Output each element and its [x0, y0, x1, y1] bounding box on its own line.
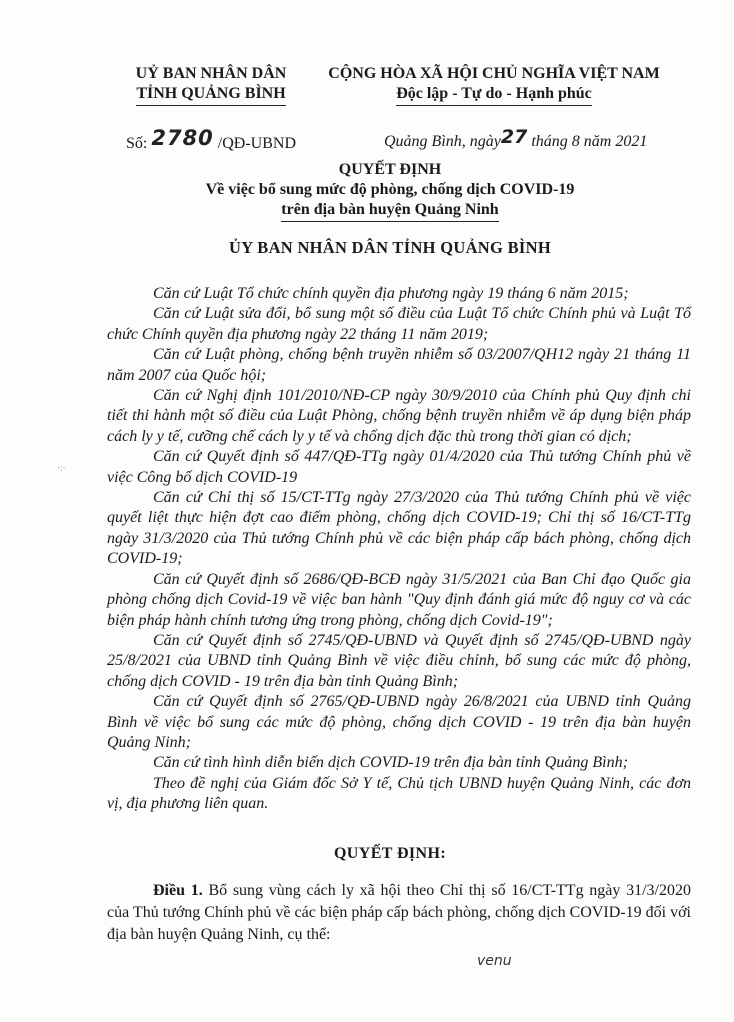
basis-paragraph: Căn cứ Luật sửa đổi, bổ sung một số điều của Luật Tổ chức Chính phủ và Luật Tổ chức Chính quyền địa phương ngày 22 tháng 11 năm 2019;	[107, 305, 691, 343]
doc-date-suffix: tháng 8 năm 2021	[531, 133, 648, 150]
doc-number-handwritten: 2780	[151, 126, 214, 150]
authority-heading: ỦY BAN NHÂN DÂN TỈNH QUẢNG BÌNH	[229, 238, 551, 257]
handwritten-initials: venu	[477, 953, 512, 969]
basis-paragraph: Căn cứ tình hình diễn biến dịch COVID-19 trên địa bàn tỉnh Quảng Bình;	[153, 754, 628, 772]
basis-paragraph: Căn cứ Chỉ thị số 15/CT-TTg ngày 27/3/2020 của Thủ tướng Chính phủ về việc quyết liệt thực hiện đợt cao điểm phòng, chống dịch COVID-19; Chỉ thị số 16/CT-TTg ngày 31/3/2020 của Thủ tướng Chính phủ về các biện pháp cấp bách phòng, chống dịch COVID-19;	[107, 489, 691, 568]
basis-paragraph: Căn cứ Quyết định số 447/QĐ-TTg ngày 01/4/2020 của Thủ tướng Chính phủ về việc Công bố dịch COVID-19	[107, 448, 691, 486]
doc-date-prefix: Quảng Bình, ngày	[384, 133, 501, 150]
title-subtitle-1: Về việc bổ sung mức độ phòng, chống dịch COVID-19	[205, 181, 575, 198]
title-subtitle-2: trên địa bàn huyện Quảng Ninh	[281, 200, 498, 222]
document-title	[80, 160, 700, 222]
basis-paragraph: Căn cứ Luật phòng, chống bệnh truyền nhiễm số 03/2007/QH12 ngày 21 tháng 11 năm 2007 của Quốc hội;	[107, 346, 691, 384]
legal-basis-list	[107, 284, 691, 815]
scan-mark: ·:·	[57, 463, 66, 473]
issuing-agency	[118, 64, 304, 106]
document-number	[126, 126, 297, 153]
basis-paragraph: Căn cứ Quyết định số 2686/QĐ-BCĐ ngày 31/5/2021 của Ban Chỉ đạo Quốc gia phòng chống dịch Covid-19 về việc ban hành "Quy định đánh giá mức độ nguy cơ và các biện pháp hành chính tương ứng trong phòng, chống dịch Covid-19";	[107, 570, 691, 629]
article-1-label: Điều 1.	[153, 882, 203, 899]
basis-paragraph: Căn cứ Luật Tổ chức chính quyền địa phương ngày 19 tháng 6 năm 2015;	[153, 285, 629, 302]
nation-line-1: CỘNG HÒA XÃ HỘI CHỦ NGHĨA VIỆT NAM	[328, 65, 660, 82]
article-1	[107, 880, 691, 946]
agency-line-1: UỶ BAN NHÂN DÂN	[135, 65, 287, 82]
basis-paragraph: Theo đề nghị của Giám đốc Sở Y tế, Chủ tịch UBND huyện Quảng Ninh, các đơn vị, địa phương liên quan.	[107, 774, 691, 813]
doc-date-day-handwritten: 27	[500, 126, 528, 148]
basis-paragraph: Căn cứ Nghị định 101/2010/NĐ-CP ngày 30/9/2010 của Chính phủ Quy định chi tiết thi hành một số điều của Luật Phòng, chống bệnh truyền nhiễm về áp dụng biện pháp cách ly y tế, cưỡng chế cách ly y tế và chống dịch đặc thù trong thời gian có dịch;	[107, 387, 691, 445]
national-motto	[306, 64, 682, 106]
basis-paragraph: Căn cứ Quyết định số 2765/QĐ-UBND ngày 26/8/2021 của UBND tỉnh Quảng Bình về việc bổ sung các mức độ phòng, chống dịch COVID - 19 trên địa bàn huyện Quảng Ninh;	[107, 693, 691, 751]
document-date	[384, 126, 648, 151]
title-main: QUYẾT ĐỊNH	[338, 161, 442, 178]
doc-number-suffix: /QĐ-UBND	[217, 135, 297, 152]
nation-line-2: Độc lập - Tự do - Hạnh phúc	[396, 84, 592, 106]
agency-line-2: TỈNH QUẢNG BÌNH	[136, 84, 285, 106]
article-1-text: Bổ sung vùng cách ly xã hội theo Chỉ thị số 16/CT-TTg ngày 31/3/2020 của Thủ tướng Chính phủ về các biện pháp cấp bách phòng, chống dịch COVID-19 đối với địa bàn huyện Quảng Ninh, cụ thể:	[107, 882, 692, 943]
basis-paragraph: Căn cứ Quyết định số 2745/QĐ-UBND và Quyết định số 2745/QĐ-UBND ngày 25/8/2021 của UBND tỉnh Quảng Bình về việc điều chỉnh, bổ sung các mức độ phòng, chống dịch COVID - 19 trên địa bàn tỉnh Quảng Bình;	[107, 631, 691, 690]
decision-heading: QUYẾT ĐỊNH:	[333, 845, 447, 862]
doc-number-prefix: Số:	[126, 135, 148, 152]
